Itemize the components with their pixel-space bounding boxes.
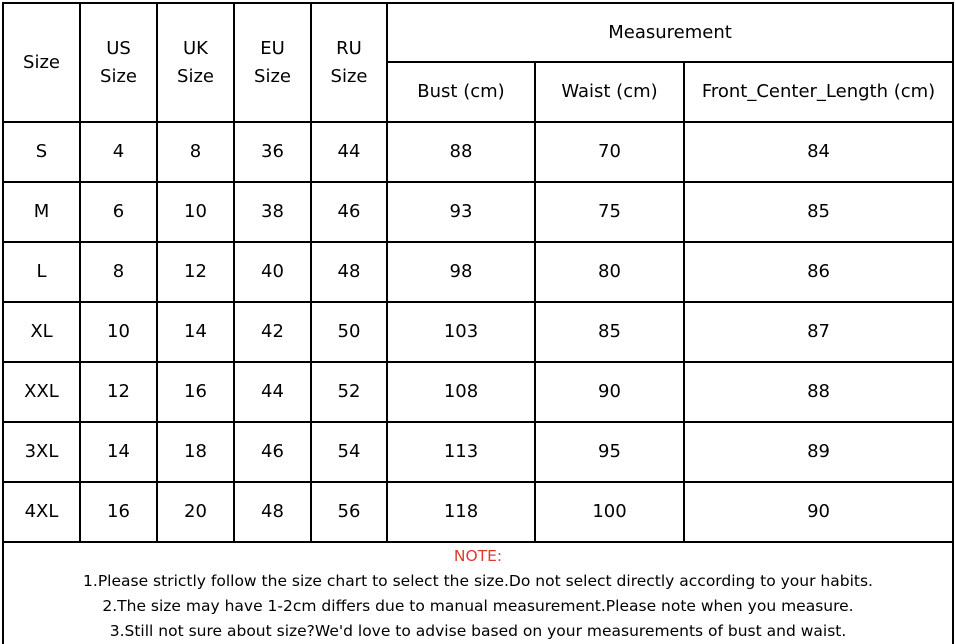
- header-us-size: US Size: [80, 4, 157, 122]
- cell-bust: 113: [387, 422, 535, 482]
- cell-size: XXL: [4, 362, 80, 422]
- cell-bust: 108: [387, 362, 535, 422]
- cell-uk: 18: [157, 422, 234, 482]
- cell-uk: 16: [157, 362, 234, 422]
- header-bust: Bust (cm): [387, 62, 535, 122]
- table-row: [4, 182, 952, 242]
- cell-uk: 14: [157, 302, 234, 362]
- cell-eu: 48: [234, 482, 311, 542]
- cell-ru: 46: [311, 182, 387, 242]
- cell-us: 4: [80, 122, 157, 182]
- cell-eu: 40: [234, 242, 311, 302]
- header-uk-size: UK Size: [157, 4, 234, 122]
- cell-size: M: [4, 182, 80, 242]
- cell-ru: 54: [311, 422, 387, 482]
- note-line-1: 1.Please strictly follow the size chart to select the size.Do not select directly according to your habits.: [83, 572, 873, 590]
- note-line-2: 2.The size may have 1-2cm differs due to manual measurement.Please note when you measure.: [102, 597, 854, 615]
- cell-waist: 85: [535, 302, 684, 362]
- cell-bust: 98: [387, 242, 535, 302]
- cell-ru: 48: [311, 242, 387, 302]
- cell-size: S: [4, 122, 80, 182]
- cell-front-center-length: 84: [684, 122, 952, 182]
- cell-bust: 103: [387, 302, 535, 362]
- note-title: NOTE:: [453, 547, 503, 565]
- cell-ru: 44: [311, 122, 387, 182]
- cell-waist: 100: [535, 482, 684, 542]
- size-chart: [2, 2, 954, 644]
- cell-size: XL: [4, 302, 80, 362]
- cell-us: 6: [80, 182, 157, 242]
- cell-us: 14: [80, 422, 157, 482]
- cell-uk: 8: [157, 122, 234, 182]
- header-front-center-length: Front_Center_Length (cm): [684, 62, 952, 122]
- note-line-3: 3.Still not sure about size?We'd love to advise based on your measurements of bust and waist.: [109, 622, 847, 640]
- cell-eu: 38: [234, 182, 311, 242]
- table-row: [4, 122, 952, 182]
- cell-eu: 46: [234, 422, 311, 482]
- cell-waist: 75: [535, 182, 684, 242]
- header-measurement: Measurement: [387, 4, 952, 62]
- table-row: [4, 482, 952, 542]
- cell-front-center-length: 86: [684, 242, 952, 302]
- cell-waist: 70: [535, 122, 684, 182]
- cell-eu: 36: [234, 122, 311, 182]
- cell-front-center-length: 88: [684, 362, 952, 422]
- cell-size: 3XL: [4, 422, 80, 482]
- cell-size: 4XL: [4, 482, 80, 542]
- cell-front-center-length: 87: [684, 302, 952, 362]
- cell-front-center-length: 85: [684, 182, 952, 242]
- cell-us: 16: [80, 482, 157, 542]
- note-section: [4, 544, 952, 644]
- header-eu-size: EU Size: [234, 4, 311, 122]
- cell-eu: 42: [234, 302, 311, 362]
- cell-front-center-length: 89: [684, 422, 952, 482]
- table-row: [4, 362, 952, 422]
- cell-ru: 50: [311, 302, 387, 362]
- cell-front-center-length: 90: [684, 482, 952, 542]
- cell-size: L: [4, 242, 80, 302]
- header-size: Size: [4, 4, 80, 122]
- cell-waist: 80: [535, 242, 684, 302]
- cell-eu: 44: [234, 362, 311, 422]
- cell-waist: 90: [535, 362, 684, 422]
- header-ru-size: RU Size: [311, 4, 387, 122]
- table-row: [4, 302, 952, 362]
- table-row: [4, 242, 952, 302]
- cell-uk: 20: [157, 482, 234, 542]
- table-row: [4, 422, 952, 482]
- cell-bust: 88: [387, 122, 535, 182]
- cell-ru: 52: [311, 362, 387, 422]
- header-waist: Waist (cm): [535, 62, 684, 122]
- cell-us: 12: [80, 362, 157, 422]
- cell-bust: 93: [387, 182, 535, 242]
- cell-waist: 95: [535, 422, 684, 482]
- cell-ru: 56: [311, 482, 387, 542]
- cell-uk: 12: [157, 242, 234, 302]
- cell-us: 10: [80, 302, 157, 362]
- size-table: [4, 4, 952, 543]
- cell-us: 8: [80, 242, 157, 302]
- cell-uk: 10: [157, 182, 234, 242]
- cell-bust: 118: [387, 482, 535, 542]
